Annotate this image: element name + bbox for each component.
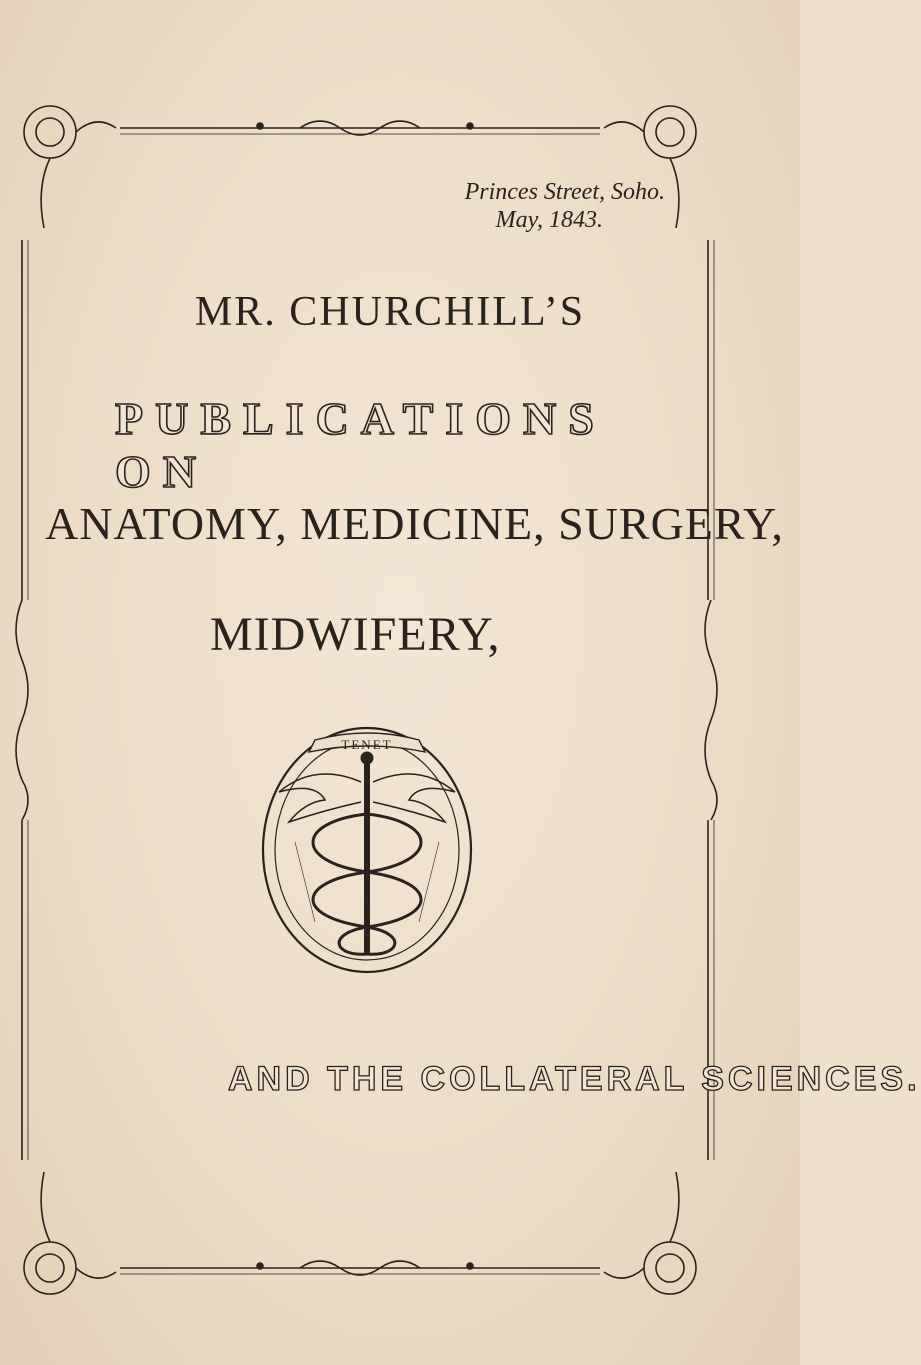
title-line-3: ANATOMY, MEDICINE, SURGERY, [45, 498, 784, 549]
imprint [455, 178, 665, 234]
caduceus-seal-icon [255, 722, 485, 982]
title-line-5: AND THE COLLATERAL SCIENCES. [228, 1060, 921, 1098]
title-line-2: PUBLICATIONS ON [115, 393, 606, 497]
imprint-date: May, 1843. [495, 207, 603, 233]
title-line-1: MR. CHURCHILL’S [194, 289, 586, 335]
emblem-motto: TENET [341, 737, 393, 752]
title-line-4: MIDWIFERY, [210, 608, 501, 661]
imprint-address: Princes Street, Soho. [464, 179, 665, 205]
